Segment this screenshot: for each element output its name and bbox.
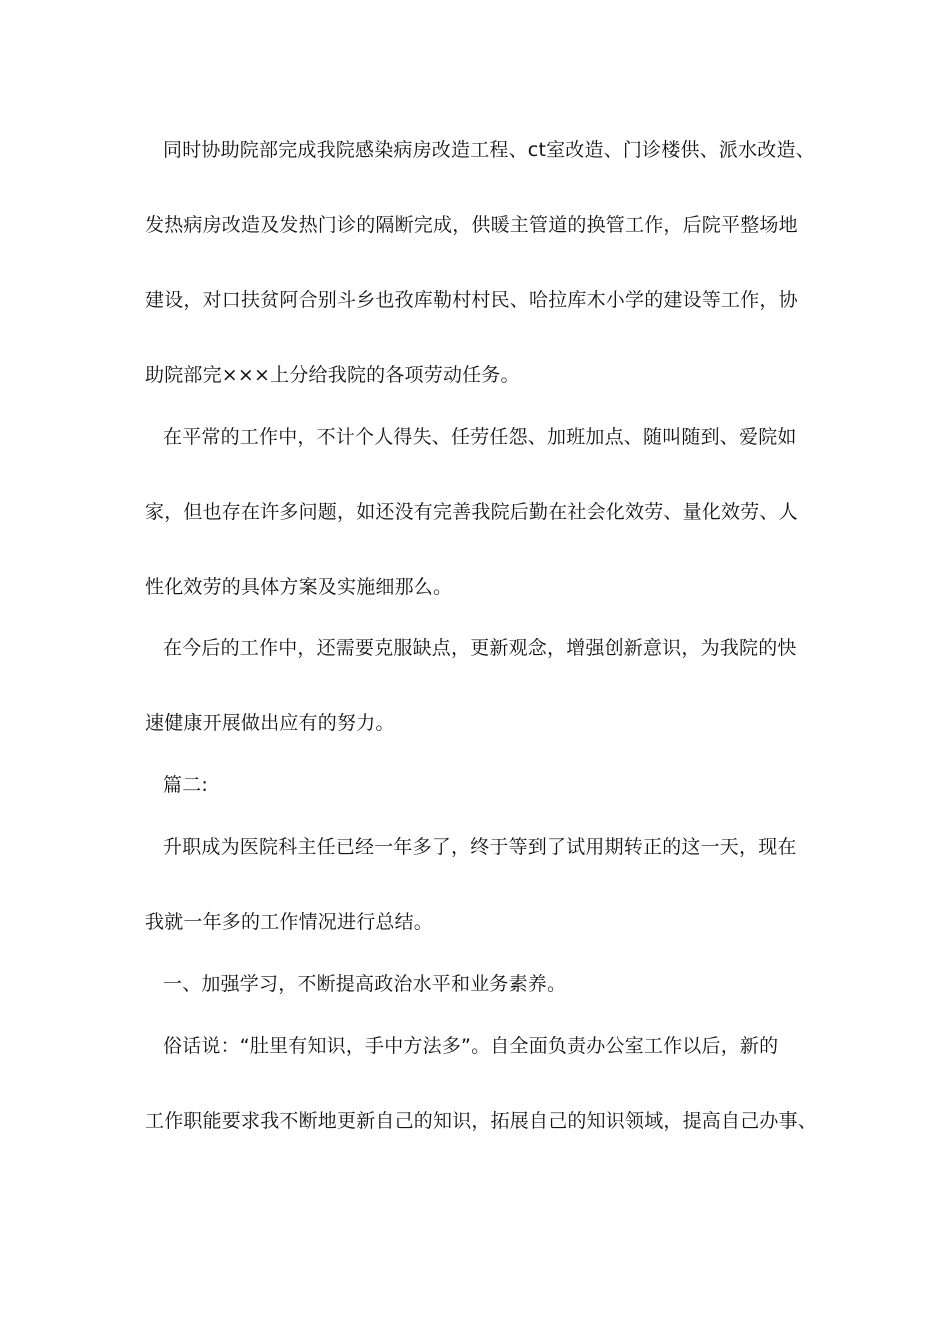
text-line: 在今后的工作中，还需要克服缺点，更新观念，增强创新意识，为我院的快 (163, 637, 797, 659)
text-line: 俗话说：“肚里有知识，手中方法多”。自全面负责办公室工作以后，新的 (163, 1035, 779, 1057)
text-line: 同时协助院部完成我院感染病房改造工程、ct室改造、门诊楼供、派水改造、 (163, 139, 815, 161)
text-line: 工作职能要求我不断地更新自己的知识，拓展自己的知识领域，提高自己办事、 (145, 1110, 818, 1132)
section-heading: 一、加强学习，不断提高政治水平和业务素养。 (163, 973, 567, 995)
text-line: 我就一年多的工作情况进行总结。 (145, 911, 434, 933)
text-line: 速健康开展做出应有的努力。 (145, 712, 395, 734)
text-line: 性化效劳的具体方案及实施细那么。 (145, 576, 453, 598)
text-line: 助院部完×××上分给我院的各项劳动任务。 (145, 364, 520, 386)
text-line: 在平常的工作中，不计个人得失、任劳任怨、加班加点、随叫随到、爱院如 (163, 426, 797, 448)
text-line: 家，但也存在许多问题，如还没有完善我院后勤在社会化效劳、量化效劳、人 (145, 501, 798, 523)
section-heading: 篇二: (163, 774, 209, 796)
text-line: 建设，对口扶贫阿合别斗乡也孜库勒村村民、哈拉库木小学的建设等工作，协 (145, 289, 798, 311)
text-line: 升职成为医院科主任已经一年多了，终于等到了试用期转正的这一天，现在 (163, 836, 797, 858)
text-line: 发热病房改造及发热门诊的隔断完成，供暖主管道的换管工作，后院平整场地 (145, 214, 798, 236)
